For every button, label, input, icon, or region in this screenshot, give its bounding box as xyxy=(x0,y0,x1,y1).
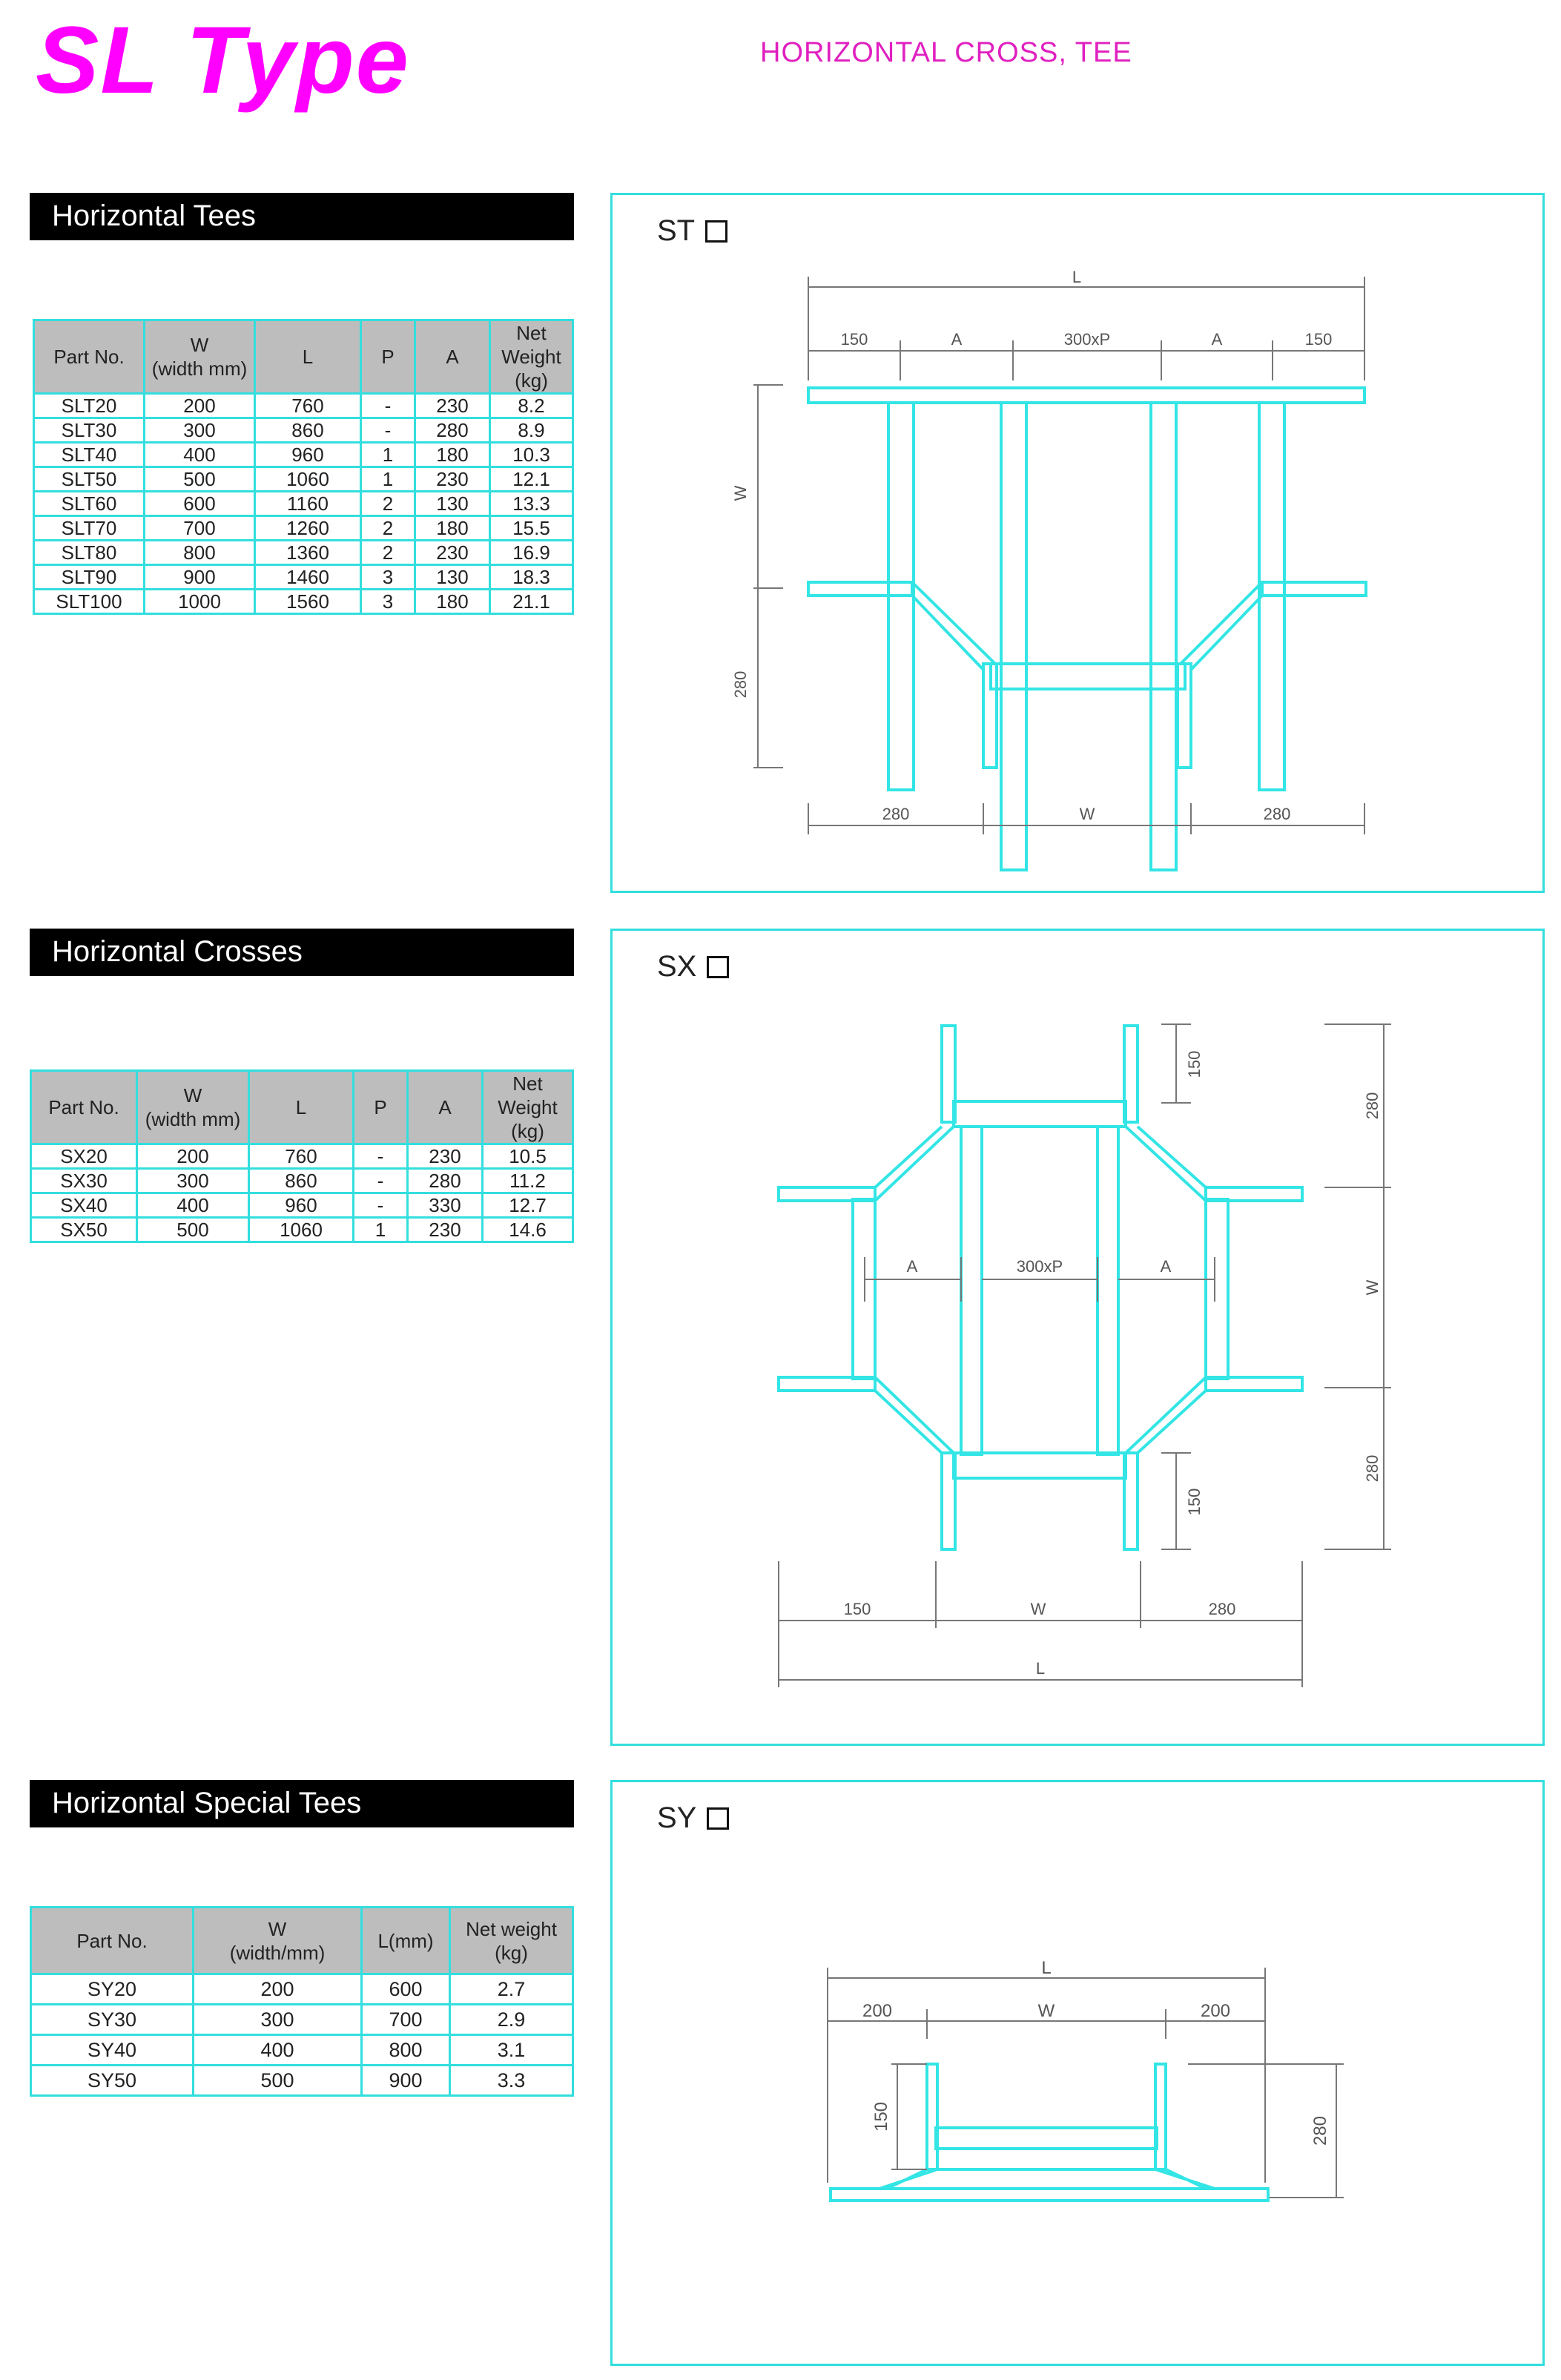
table-cell: 800 xyxy=(145,541,255,565)
table-cell: 400 xyxy=(137,1193,249,1218)
dim-280-bottom-right: 280 xyxy=(1263,805,1291,823)
table-cell: 180 xyxy=(415,516,490,541)
table-cell: 400 xyxy=(194,2035,362,2066)
col-a: A xyxy=(408,1071,483,1144)
table-row xyxy=(31,2066,573,2096)
table-cell: SX40 xyxy=(31,1193,137,1218)
page-subtitle: HORIZONTAL CROSS, TEE xyxy=(760,37,1132,68)
table-cell: SX20 xyxy=(31,1144,137,1169)
table-cell: 2 xyxy=(361,541,415,565)
table-cell: 14.6 xyxy=(483,1218,573,1242)
table-cell: 13.3 xyxy=(490,492,573,516)
table-cell: 10.3 xyxy=(490,443,573,467)
table-cell: SLT60 xyxy=(34,492,145,516)
table-cell: 230 xyxy=(415,467,490,492)
table-cell: 200 xyxy=(145,394,255,418)
table-cell: 3.1 xyxy=(450,2035,573,2066)
table-row xyxy=(34,590,573,614)
table-cell: 200 xyxy=(194,1974,362,2005)
dim-L: L xyxy=(1035,1659,1046,1678)
table-cell: 500 xyxy=(145,467,255,492)
table-cell: 860 xyxy=(255,418,361,443)
dim-280-upper: 280 xyxy=(1363,1092,1382,1120)
table-cell: 1560 xyxy=(255,590,361,614)
table-cell: 15.5 xyxy=(490,516,573,541)
sy-diagram-panel xyxy=(610,1780,1545,2366)
table-cell: 8.2 xyxy=(490,394,573,418)
table-cell: 1460 xyxy=(255,565,361,590)
dim-L: L xyxy=(1072,268,1082,286)
table-cell: 330 xyxy=(408,1193,483,1218)
table-cell: 3.3 xyxy=(450,2066,573,2096)
table-row xyxy=(34,541,573,565)
table-cell: 12.7 xyxy=(483,1193,573,1218)
table-cell: 760 xyxy=(249,1144,354,1169)
table-row xyxy=(34,565,573,590)
col-width: W (width mm) xyxy=(137,1071,249,1144)
table-cell: SY50 xyxy=(31,2066,194,2096)
table-row xyxy=(31,1144,573,1169)
dim-150-right: 150 xyxy=(1304,330,1333,349)
table-row xyxy=(31,1193,573,1218)
table-cell: 230 xyxy=(408,1218,483,1242)
st-drawing xyxy=(613,195,1547,895)
table-row xyxy=(34,492,573,516)
table-cell: 180 xyxy=(415,443,490,467)
section-heading-tees: Horizontal Tees xyxy=(30,193,574,240)
table-cell: 300 xyxy=(194,2005,362,2035)
sx-drawing xyxy=(613,931,1547,1748)
tees-spec-table xyxy=(33,319,574,615)
col-net-weight: Net Weight (kg) xyxy=(483,1071,573,1144)
table-cell: - xyxy=(354,1144,408,1169)
dim-300xP: 300xP xyxy=(1063,330,1111,349)
col-length: L xyxy=(255,320,361,394)
table-cell: - xyxy=(354,1169,408,1193)
col-net-weight: Net weight (kg) xyxy=(450,1908,573,1974)
table-cell: 1060 xyxy=(255,467,361,492)
table-cell: - xyxy=(354,1193,408,1218)
table-cell: - xyxy=(361,418,415,443)
col-part-no: Part No. xyxy=(31,1071,137,1144)
table-cell: - xyxy=(361,394,415,418)
table-cell: SY30 xyxy=(31,2005,194,2035)
col-p: P xyxy=(354,1071,408,1144)
table-cell: 2.7 xyxy=(450,1974,573,2005)
table-cell: 600 xyxy=(362,1974,450,2005)
col-length: L xyxy=(249,1071,354,1144)
table-cell: 3 xyxy=(361,565,415,590)
dim-W-bottom: W xyxy=(1079,805,1095,823)
table-cell: 860 xyxy=(249,1169,354,1193)
table-cell: 11.2 xyxy=(483,1169,573,1193)
special-spec-table xyxy=(30,1906,574,2097)
table-cell: 1 xyxy=(354,1218,408,1242)
dim-150-left: 150 xyxy=(840,330,868,349)
tees-table-body xyxy=(34,394,573,614)
crosses-spec-table xyxy=(30,1069,574,1243)
section-heading-crosses: Horizontal Crosses xyxy=(30,929,574,976)
table-cell: 1060 xyxy=(249,1218,354,1242)
table-cell: 700 xyxy=(362,2005,450,2035)
col-width: W (width mm) xyxy=(145,320,255,394)
dim-200-right: 200 xyxy=(1200,2001,1231,2021)
table-cell: SLT50 xyxy=(34,467,145,492)
table-cell: 1160 xyxy=(255,492,361,516)
dim-A-right: A xyxy=(1160,1257,1172,1276)
table-cell: 8.9 xyxy=(490,418,573,443)
table-cell: 12.1 xyxy=(490,467,573,492)
table-cell: 960 xyxy=(255,443,361,467)
dim-A-left: A xyxy=(906,1257,918,1276)
table-cell: SY20 xyxy=(31,1974,194,2005)
table-row xyxy=(34,516,573,541)
table-cell: 10.5 xyxy=(483,1144,573,1169)
table-cell: 3 xyxy=(361,590,415,614)
table-cell: 200 xyxy=(137,1144,249,1169)
col-length: L(mm) xyxy=(362,1908,450,1974)
table-cell: 960 xyxy=(249,1193,354,1218)
col-p: P xyxy=(361,320,415,394)
table-cell: SLT80 xyxy=(34,541,145,565)
page-title: SL Type xyxy=(36,7,410,113)
dim-W: W xyxy=(1037,2001,1055,2021)
dim-W-right: W xyxy=(1363,1279,1382,1296)
dim-150-bottom-left: 150 xyxy=(843,1600,871,1618)
st-label: ST xyxy=(657,214,696,247)
table-cell: 900 xyxy=(145,565,255,590)
table-row xyxy=(31,1218,573,1242)
table-cell: 600 xyxy=(145,492,255,516)
table-cell: 16.9 xyxy=(490,541,573,565)
table-cell: 18.3 xyxy=(490,565,573,590)
dim-280-bottom-left: 280 xyxy=(882,805,910,823)
special-table-body xyxy=(31,1974,573,2096)
table-cell: SLT30 xyxy=(34,418,145,443)
dim-L: L xyxy=(1041,1958,1052,1978)
table-cell: 300 xyxy=(145,418,255,443)
table-row xyxy=(34,418,573,443)
table-cell: 800 xyxy=(362,2035,450,2066)
table-cell: SLT100 xyxy=(34,590,145,614)
dim-280-vertical: 280 xyxy=(1310,2115,1330,2146)
table-cell: 2 xyxy=(361,516,415,541)
table-cell: 130 xyxy=(415,565,490,590)
section-heading-special: Horizontal Special Tees xyxy=(30,1780,574,1827)
table-cell: SX50 xyxy=(31,1218,137,1242)
dim-300xP: 300xP xyxy=(1016,1257,1063,1276)
table-row xyxy=(34,467,573,492)
table-cell: 2.9 xyxy=(450,2005,573,2035)
sx-diagram-panel xyxy=(610,929,1545,1746)
dim-280-bottom-right: 280 xyxy=(1208,1600,1236,1618)
table-cell: 500 xyxy=(194,2066,362,2096)
table-cell: 300 xyxy=(137,1169,249,1193)
table-cell: SLT20 xyxy=(34,394,145,418)
st-diagram-panel xyxy=(610,193,1545,893)
table-row xyxy=(34,394,573,418)
table-cell: 760 xyxy=(255,394,361,418)
table-cell: SY40 xyxy=(31,2035,194,2066)
table-row xyxy=(31,1169,573,1193)
table-cell: 280 xyxy=(408,1169,483,1193)
table-cell: 400 xyxy=(145,443,255,467)
dim-280-lower: 280 xyxy=(1363,1454,1382,1483)
table-cell: 1000 xyxy=(145,590,255,614)
crosses-table-body xyxy=(31,1144,573,1242)
table-cell: 230 xyxy=(415,394,490,418)
sx-label: SX xyxy=(657,950,697,983)
table-cell: 1260 xyxy=(255,516,361,541)
table-cell: 1 xyxy=(361,443,415,467)
col-a: A xyxy=(415,320,490,394)
sy-drawing xyxy=(613,1782,1547,2368)
sy-label: SY xyxy=(657,1802,697,1834)
dim-A-right: A xyxy=(1211,330,1223,349)
table-row xyxy=(31,1974,573,2005)
dim-W-vertical: W xyxy=(731,485,750,501)
dim-150-top: 150 xyxy=(1185,1050,1204,1078)
table-cell: SX30 xyxy=(31,1169,137,1193)
dim-W-bottom: W xyxy=(1030,1600,1046,1618)
table-cell: 700 xyxy=(145,516,255,541)
table-row xyxy=(31,2005,573,2035)
table-cell: 500 xyxy=(137,1218,249,1242)
table-cell: 230 xyxy=(415,541,490,565)
table-cell: 180 xyxy=(415,590,490,614)
col-part-no: Part No. xyxy=(34,320,145,394)
dim-150-vertical: 150 xyxy=(871,2101,891,2132)
table-cell: SLT70 xyxy=(34,516,145,541)
table-cell: 2 xyxy=(361,492,415,516)
table-cell: 1360 xyxy=(255,541,361,565)
table-cell: 900 xyxy=(362,2066,450,2096)
table-row xyxy=(31,2035,573,2066)
table-cell: 21.1 xyxy=(490,590,573,614)
dim-150-bottom: 150 xyxy=(1185,1488,1204,1516)
dim-A-left: A xyxy=(951,330,963,349)
col-width: W (width/mm) xyxy=(194,1908,362,1974)
table-cell: 130 xyxy=(415,492,490,516)
table-cell: 230 xyxy=(408,1144,483,1169)
col-net-weight: Net Weight (kg) xyxy=(490,320,573,394)
dim-280-vertical: 280 xyxy=(731,670,750,699)
table-row xyxy=(34,443,573,467)
table-cell: SLT90 xyxy=(34,565,145,590)
table-cell: 1 xyxy=(361,467,415,492)
col-part-no: Part No. xyxy=(31,1908,194,1974)
table-cell: 280 xyxy=(415,418,490,443)
dim-200-left: 200 xyxy=(862,2001,893,2021)
table-cell: SLT40 xyxy=(34,443,145,467)
